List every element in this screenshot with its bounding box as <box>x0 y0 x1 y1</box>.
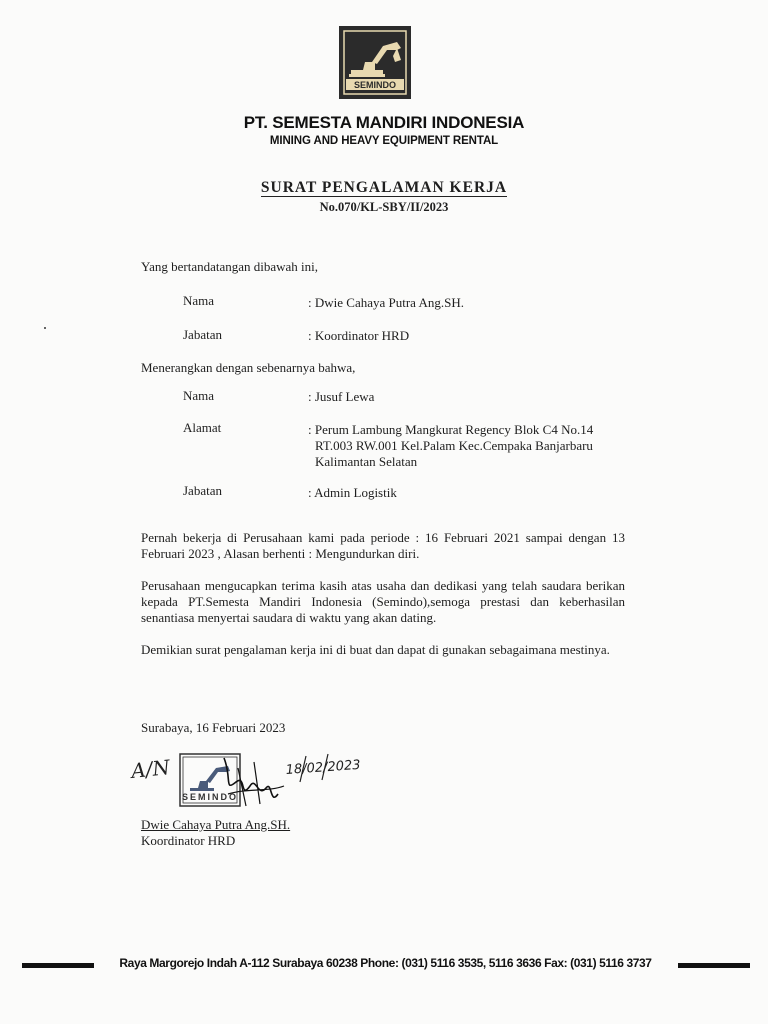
signature-and-stamp <box>128 748 388 818</box>
signer-position-value: : Koordinator HRD <box>308 328 410 343</box>
company-logo <box>339 26 411 99</box>
company-tagline: MINING AND HEAVY EQUIPMENT RENTAL <box>269 135 499 147</box>
employee-position-value: : Admin Logistik <box>308 485 397 500</box>
stamp-text: SEMINDO <box>181 792 239 802</box>
signer-intro: Yang bertandatangan dibawah ini, <box>141 259 319 274</box>
closing-paragraph: Demikian surat pengalaman kerja ini di buat dan dapat di gunakan sebagaimana mestinya. <box>141 642 610 657</box>
company-name: PT. SEMESTA MANDIRI INDONESIA <box>243 113 525 132</box>
employee-name-label: Nama <box>183 388 215 403</box>
employee-address-line1: : Perum Lambung Mangkurat Regency Blok C4 No.14 <box>308 422 594 437</box>
employee-address-line2: RT.003 RW.001 Kel.Palam Kec.Cempaka Banjarbaru <box>315 438 593 453</box>
signer-position: Koordinator HRD <box>141 833 236 848</box>
document-number: No.070/KL-SBY/II/2023 <box>319 200 449 214</box>
footer-rule-right <box>678 963 750 968</box>
place-date: Surabaya, 16 Februari 2023 <box>141 720 286 735</box>
signer-name: Dwie Cahaya Putra Ang.SH. <box>141 817 291 832</box>
footer-address: Raya Margorejo Indah A-112 Surabaya 60238 Phone: (031) 5116 3535, 5116 3636 Fax: (031) 5116 3737 <box>119 956 652 970</box>
document-title: SURAT PENGALAMAN KERJA <box>260 179 508 196</box>
excavator-icon <box>339 26 411 99</box>
employee-name-value: : Jusuf Lewa <box>308 389 375 404</box>
signer-position-label: Jabatan <box>183 327 222 342</box>
handwritten-an: A/N <box>130 755 171 783</box>
footer-rule-left <box>22 963 94 968</box>
statement-intro: Menerangkan dengan sebenarnya bahwa, <box>141 360 356 375</box>
gratitude-paragraph: Perusahaan mengucapkan terima kasih atas usaha dan dedikasi yang telah saudara berikan kepada PT.Semesta Mandiri Indonesia (Semindo),semoga prestasi dan keberhasilan senantiasa menyertai saudara di waktu yang akan dating. <box>141 578 625 625</box>
logo-text: SEMINDO <box>353 80 397 90</box>
signer-name-value: : Dwie Cahaya Putra Ang.SH. <box>308 295 464 310</box>
handwritten-date: 18/02/2023 <box>285 757 362 778</box>
signer-name-label: Nama <box>183 293 215 308</box>
employee-position-label: Jabatan <box>183 483 222 498</box>
employee-address-line3: Kalimantan Selatan <box>315 454 418 469</box>
employee-address-label: Alamat <box>183 420 222 435</box>
scan-speck <box>44 327 46 329</box>
employment-period-paragraph: Pernah bekerja di Perusahaan kami pada periode : 16 Februari 2021 sampai dengan 13 Februari 2023 , Alasan berhenti : Mengundurkan diri. <box>141 530 625 561</box>
signature-stamp-area <box>128 748 388 818</box>
